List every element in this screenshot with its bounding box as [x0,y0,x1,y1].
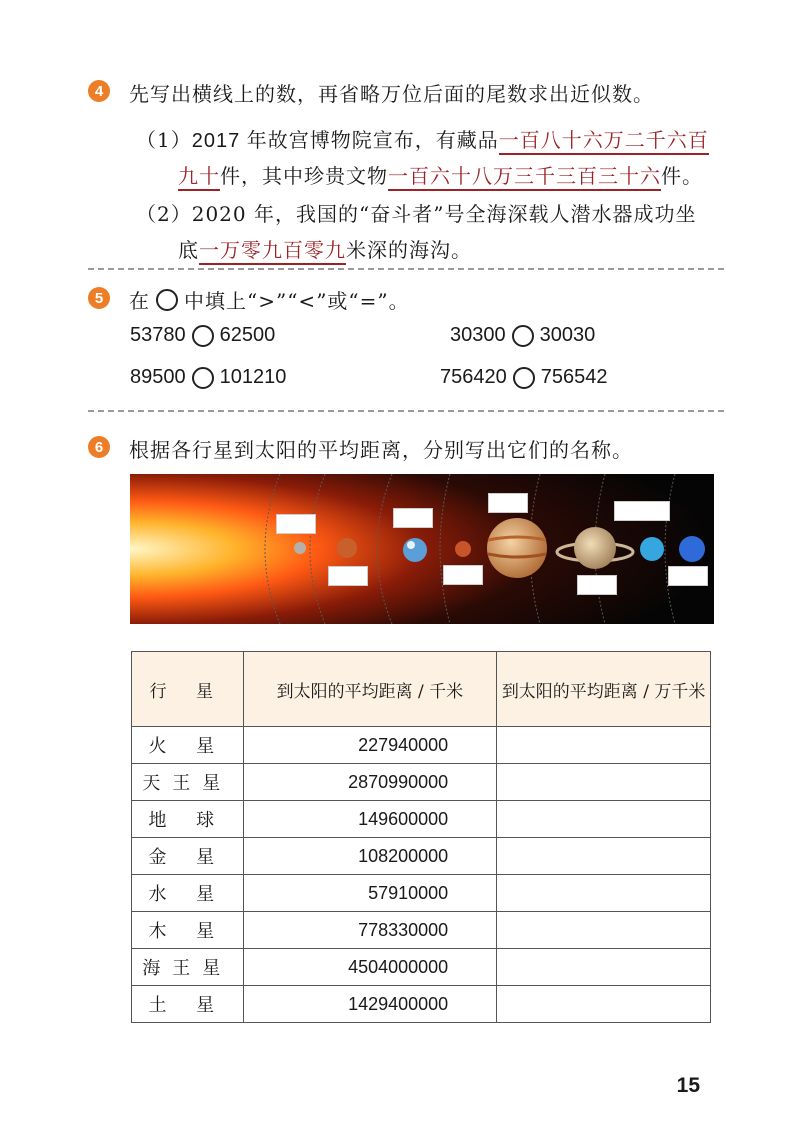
table-row [132,875,711,912]
table-row [132,912,711,949]
q4-item1-line1 [136,124,709,153]
planet-name: 地 球 [132,801,244,838]
distance-wan-blank[interactable] [497,764,711,801]
planet-name: 金 星 [132,838,244,875]
mars [337,538,357,558]
solar-system-image [130,474,714,624]
q4-item2-pre: 底 [178,238,199,262]
distance-wan-blank[interactable] [497,986,711,1023]
distance-km: 778330000 [243,912,497,949]
venus [455,541,471,557]
q5-title-pre: 在 [129,289,150,313]
table-header-row [132,652,711,727]
distance-km: 149600000 [243,801,497,838]
header-planet: 行 星 [132,652,244,727]
answer-circle[interactable] [513,367,535,389]
q4-item1-mid: 件，其中珍贵文物 [220,164,388,188]
question-6-badge: 6 [88,436,110,458]
compare-right: 30030 [539,324,596,346]
compare-pair [130,324,275,347]
compare-left: 53780 [130,324,186,346]
table-row [132,838,711,875]
compare-right: 756542 [540,366,608,388]
question-6-title: 根据各行星到太阳的平均距离，分别写出它们的名称。 [129,438,633,462]
table-row [132,764,711,801]
planet-name: 水 星 [132,875,244,912]
q4-item2-blank: 一万零九百零九 [199,238,346,265]
compare-right: 101210 [219,366,287,388]
planet-label-blank[interactable] [443,565,483,585]
distance-wan-blank[interactable] [497,875,711,912]
planet-label-blank[interactable] [614,501,670,521]
table-row [132,986,711,1023]
distance-wan-blank[interactable] [497,727,711,764]
question-4-badge: 4 [88,80,110,102]
compare-left: 756420 [440,366,507,388]
divider [88,268,724,270]
answer-circle[interactable] [192,325,214,347]
planet-label-blank[interactable] [488,493,528,513]
answer-circle[interactable] [512,325,534,347]
planet-label-blank[interactable] [668,566,708,586]
distance-wan-blank[interactable] [497,912,711,949]
jupiter [487,518,547,578]
question-5-badge: 5 [88,287,110,309]
solar-system-graphic [130,474,714,624]
q4-item1-index: （1） [136,128,192,152]
page-number: 15 [676,1074,700,1097]
planet-name: 海王星 [132,949,244,986]
compare-circle-icon [156,289,178,311]
q4-item1-blank-b: 一百六十八万三千三百三十六 [388,164,661,191]
planet-label-blank[interactable] [328,566,368,586]
uranus [640,537,664,561]
distance-km: 1429400000 [243,986,497,1023]
distance-km: 108200000 [243,838,497,875]
q4-item2-end: 米深的海沟。 [346,238,472,262]
q4-item1-blank-a: 一百八十六万二千六百 [499,128,709,155]
planet-label-blank[interactable] [276,514,316,534]
divider [88,410,724,412]
planet-label-blank[interactable] [577,575,617,595]
q4-item1-end: 件。 [661,164,703,188]
planet-name: 天王星 [132,764,244,801]
compare-left: 89500 [130,366,186,388]
planet-distance-table [131,651,711,1023]
planet-name: 火 星 [132,727,244,764]
distance-wan-blank[interactable] [497,949,711,986]
header-km: 到太阳的平均距离 / 千米 [243,652,497,727]
question-4-title: 先写出横线上的数，再省略万位后面的尾数求出近似数。 [129,82,654,106]
compare-pair [130,366,286,389]
distance-km: 2870990000 [243,764,497,801]
table-row [132,727,711,764]
q4-item2-line1 [136,198,696,227]
q5-title-post: 中填上“>”“<”或“=”。 [184,289,410,313]
q4-item2-line2 [178,234,472,263]
distance-km: 227940000 [243,727,497,764]
planet-name: 土 星 [132,986,244,1023]
answer-circle[interactable] [192,367,214,389]
table-row [132,801,711,838]
earth [403,538,427,562]
q4-item1-line2 [178,160,703,189]
compare-pair [450,324,595,347]
distance-km: 4504000000 [243,949,497,986]
planet-name: 木 星 [132,912,244,949]
q4-item1-text: 2017 年故宫博物院宣布，有藏品 [191,130,499,152]
distance-km: 57910000 [243,875,497,912]
q4-item1-blank-a-cont: 九十 [178,164,220,191]
table-row [132,949,711,986]
question-5-title [129,285,410,314]
mercury [294,542,306,554]
neptune [679,536,705,562]
distance-wan-blank[interactable] [497,801,711,838]
saturn [574,527,616,569]
compare-pair [440,366,608,389]
header-wan-km: 到太阳的平均距离 / 万千米 [497,652,711,727]
q4-item2-index: （2） [136,202,192,226]
planet-label-blank[interactable] [393,508,433,528]
compare-right: 62500 [219,324,276,346]
q4-item2-text: 2020 年，我国的“奋斗者”号全海深载人潜水器成功坐 [191,202,697,226]
distance-wan-blank[interactable] [497,838,711,875]
compare-left: 30300 [450,324,506,346]
